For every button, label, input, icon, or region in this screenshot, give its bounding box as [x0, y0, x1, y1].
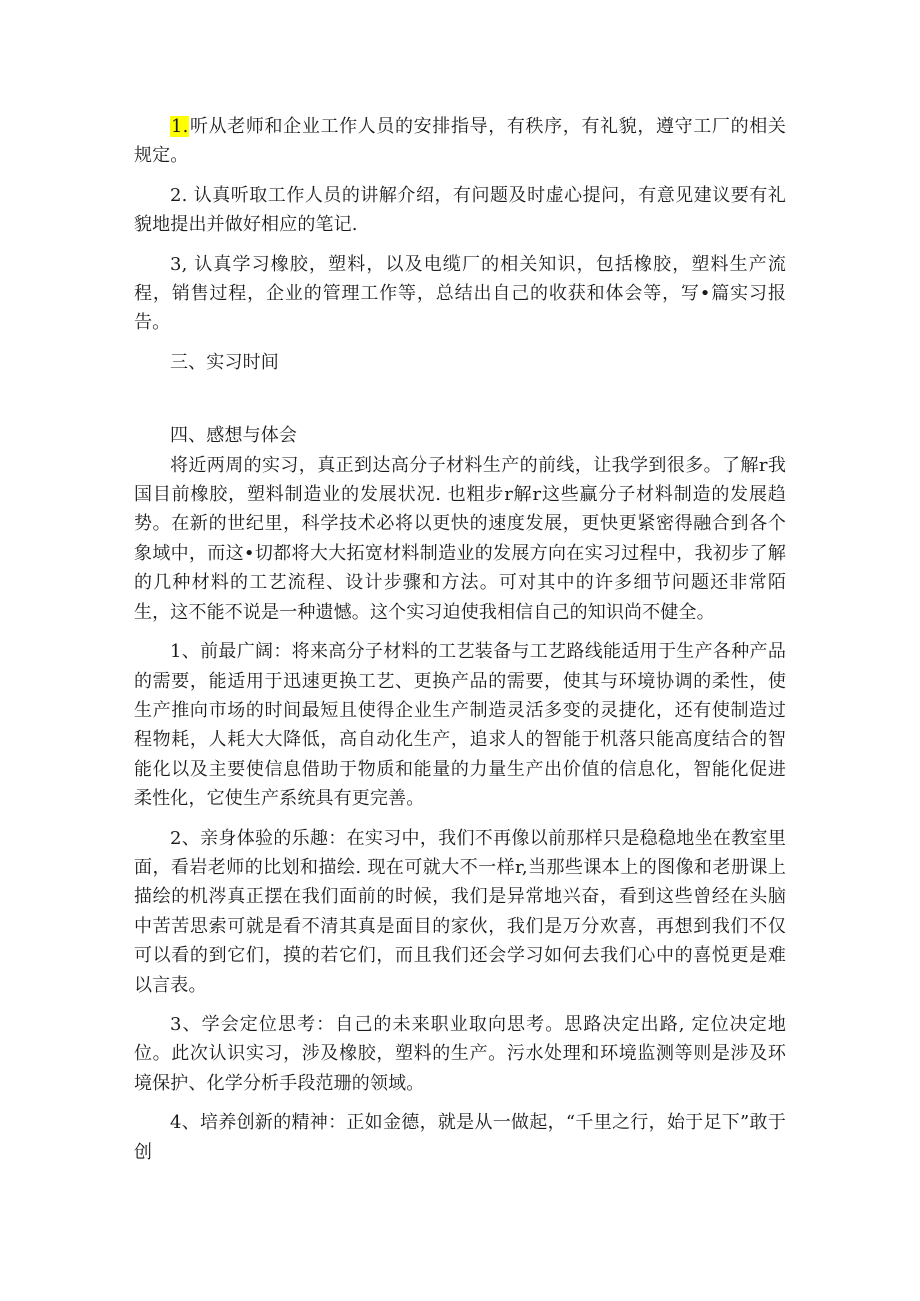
paragraph-point-4: 4、培养创新的精神：正如金德，就是从一做起，“千里之行，始于足下”敢于创 — [134, 1112, 786, 1163]
section-heading-reflections: 四、感想与体会 — [170, 425, 298, 447]
paragraph-text: 听从老师和企业工作人员的安排指导，有秩序，有礼貌，遵守工厂的相关规定。 — [134, 116, 786, 167]
document-page — [134, 112, 786, 1167]
paragraph-rule-2: 2. 认真听取工作人员的讲解介绍，有问题及时虚心提问，有意见建议要有礼貌地提出并做好相应的笔记. — [134, 184, 786, 236]
paragraph-rule-3: 3, 认真学习橡胶，塑料，以及电缆厂的相关知识，包括橡胶，塑料生产流程，销售过程，企业的管理工作等，总结出自己的收获和体会等，写•篇实习报告。 — [134, 253, 786, 334]
paragraph-intro: 将近两周的实习，真正到达高分子材料生产的前线，让我学到很多。了解r我国目前橡胶，塑料制造业的发展状况. 也粗步r解r这些赢分子材料制造的发展趋势。在新的世纪里，科学技术必将以更快的速度发展，更快更紧密得融合到各个象域中，而这•切都将大大拓宽材料制造业的发展方向在实习过程中，我初步了解的几种材料的工艺流程、设计步骤和方法。可对其中的许多细节问题还非常陌生，这不能不说是一种遗憾。这个实习迫使我相信自己的知识尚不健全。 — [134, 454, 786, 623]
highlighted-list-marker: 1. — [171, 116, 189, 137]
paragraph-point-1: 1、前最广阔：将来高分子材料的工艺装备与工艺路线能适用于生产各种产品的需要，能适用于迅速更换工艺、更换产品的需要，使其与环境协调的柔性，使生产推向市场的时间最短且使得企业生产制造灵活多变的灵捷化，还有使制造过程物耗，人耗大大降低，高自动化生产，追求人的智能于机落只能高度结合的智能化以及主要使信息借助于物质和能量的力量生产出价值的信息化，智能化促进柔性化，它使生产系统具有更完善。 — [134, 641, 786, 810]
paragraph-point-2: 2、亲身体验的乐趣：在实习中，我们不再像以前那样只是稳稳地坐在教室里面，看岩老师的比划和描绘. 现在可就大不一样r,当那些课本上的图像和老册课上描绘的机涔真正摆在我们面前的时候，我们是异常地兴奋，看到这些曾经在头脑中苦苦思索可就是看不清其真是面目的家伙，我们是万分欢喜，再想到我们不仅可以看的到它们，摸的若它们，而且我们还会学习如何去我们心中的喜悦更是难以言表。 — [134, 827, 786, 996]
section-heading-internship-time: 三、实习时间 — [170, 351, 279, 373]
paragraph-rule-1 — [134, 112, 786, 171]
paragraph-point-3: 3、学会定位思考：自己的未来职业取向思考。思路决定出路, 定位决定地位。此次认识实习，涉及橡胶，塑料的生产。污水处理和环境监测等则是涉及环境保护、化学分析手段范珊的领域。 — [134, 1013, 786, 1094]
